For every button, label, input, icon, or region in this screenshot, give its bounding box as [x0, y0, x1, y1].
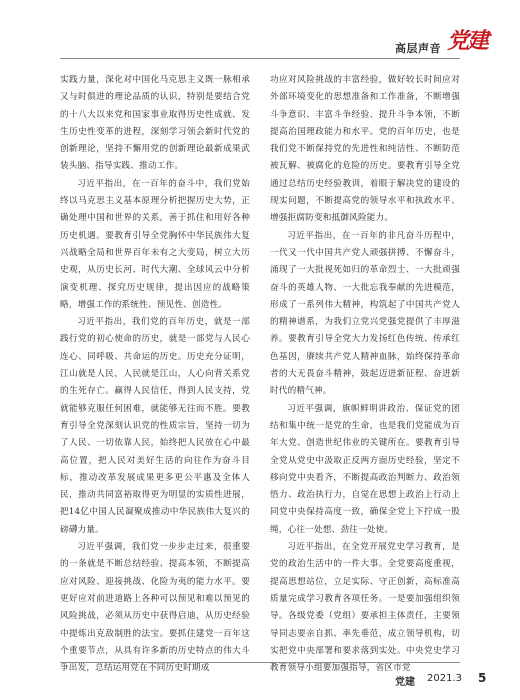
footer-magazine-name: 党建 — [395, 677, 415, 688]
article-body — [60, 72, 460, 674]
paragraph: 实践力量，深化对中国化马克思主义既一脉相承又与时俱进的理论品质的认识，特别是要结合党的十八大以来党和国家事业取得历史性成就、发生历史性变革的进程，深刻学习领会新时代党的创新理论，坚持不懈用党的创新理论最新成果武装头脑、指导实践、推动工作。 — [60, 75, 250, 172]
page-header — [0, 0, 520, 62]
paragraph: 习近平强调，我们党一步步走过来，很重要的一条就是不断总结经验、提高本领，不断提高应对风险、迎接挑战、化险为夷的能力水平。要更好应对前进道路上各种可以预见和难以预见的风险挑战，必须从历史中获得启迪，从历史经验中提炼出克敌制胜的法宝。要抓住建党一百年这个重要节点，从具有许多新的历史特点的伟大斗争出发，总结运用党在不同历史时期成 — [60, 542, 250, 674]
paragraph: 习近平强调，旗帜鲜明讲政治、保证党的团结和集中统一是党的生命，也是我们党能成为百年大党、创造世纪伟业的关键所在。要教育引导全党从党史中汲取正反两方面历史经验，坚定不移向党中央看齐，不断提高政治判断力、政治领悟力、政治执行力，自觉在思想上政治上行动上同党中央保持高度一致，确保全党上下拧成一股绳，心往一处想、劲往一处使。 — [270, 403, 460, 535]
paragraph: 习近平指出，在一百年的非凡奋斗历程中，一代又一代中国共产党人顽强拼搏、不懈奋斗，涌现了一大批视死如归的革命烈士、一大批顽强奋斗的英雄人物、一大批忘我奉献的先进模范，形成了一系列伟大精神，构筑起了中国共产党人的精神谱系，为我们立党兴党强党提供了丰厚滋养。要教育引导全党大力发扬红色传统、传承红色基因，赓续共产党人精神血脉，始终保持革命者的大无畏奋斗精神，鼓起迈进新征程、奋进新时代的精气神。 — [270, 230, 460, 397]
paragraph: 习近平指出，我们党的百年历史，就是一部践行党的初心使命的历史，就是一部党与人民心连心、同呼吸、共命运的历史。历史充分证明，江山就是人民，人民就是江山，人心向背关系党的生死存亡。赢得人民信任，得到人民支持，党就能够克服任何困难，就能够无往而不胜。要教育引导全党深刻认识党的性质宗旨，坚持一切为了人民、一切依靠人民，始终把人民放在心中最高位置，把人民对美好生活的向往作为奋斗目标，推动改革发展成果更多更公平惠及全体人民，推动共同富裕取得更为明显的实质性进展，把14亿中国人民凝聚成推动中华民族伟大复兴的磅礴力量。 — [60, 317, 250, 535]
footer-issue-number: 2021.3 — [427, 673, 462, 684]
paragraph: 功应对风险挑战的丰富经验，做好较长时间应对外部环境变化的思想准备和工作准备，不断增强斗争意识、丰富斗争经验、提升斗争本领，不断提高治国理政能力和水平。党的百年历史，也是我们党不断保持党的先进性和纯洁性、不断防范被瓦解、被腐化的危险的历史。要教育引导全党通过总结历史经验教训，着眼于解决党的建设的现实问题，不断提高党的领导水平和执政水平、增强拒腐防变和抵御风险能力。 — [270, 75, 460, 224]
footer-divider — [60, 662, 460, 663]
left-column — [60, 72, 250, 674]
page-number: 5 — [478, 671, 487, 685]
paragraph: 习近平指出，在全党开展党史学习教育，是党的政治生活中的一件大事。全党要高度重视，提高思想站位，立足实际、守正创新，高标准高质量完成学习教育各项任务。一是要加强组织领导。各级党委（党组）要承担主体责任，主要领导同志要亲自抓、率先垂范，成立领导机构，切实把党中央部署和要求落到实处。中央党史学习教育领导小组要加强指导，省区市党 — [270, 542, 460, 674]
page-footer — [0, 660, 520, 700]
right-column — [270, 72, 460, 674]
brand-logo: 党建 — [447, 28, 488, 54]
section-label: 高层声音 — [395, 42, 441, 55]
paragraph: 习近平指出，在一百年的奋斗中，我们党始终以马克思主义基本原理分析把握历史大势，正确处理中国和世界的关系，善于抓住和用好各种历史机遇。要教育引导全党胸怀中华民族伟大复兴战略全局和世界百年未有之大变局，树立大历史观，从历史长河、时代大潮、全球风云中分析演变机理、探究历史规律，提出因应的战略策略，增强工作的系统性、预见性、创造性。 — [60, 178, 250, 310]
header-divider — [60, 58, 460, 59]
